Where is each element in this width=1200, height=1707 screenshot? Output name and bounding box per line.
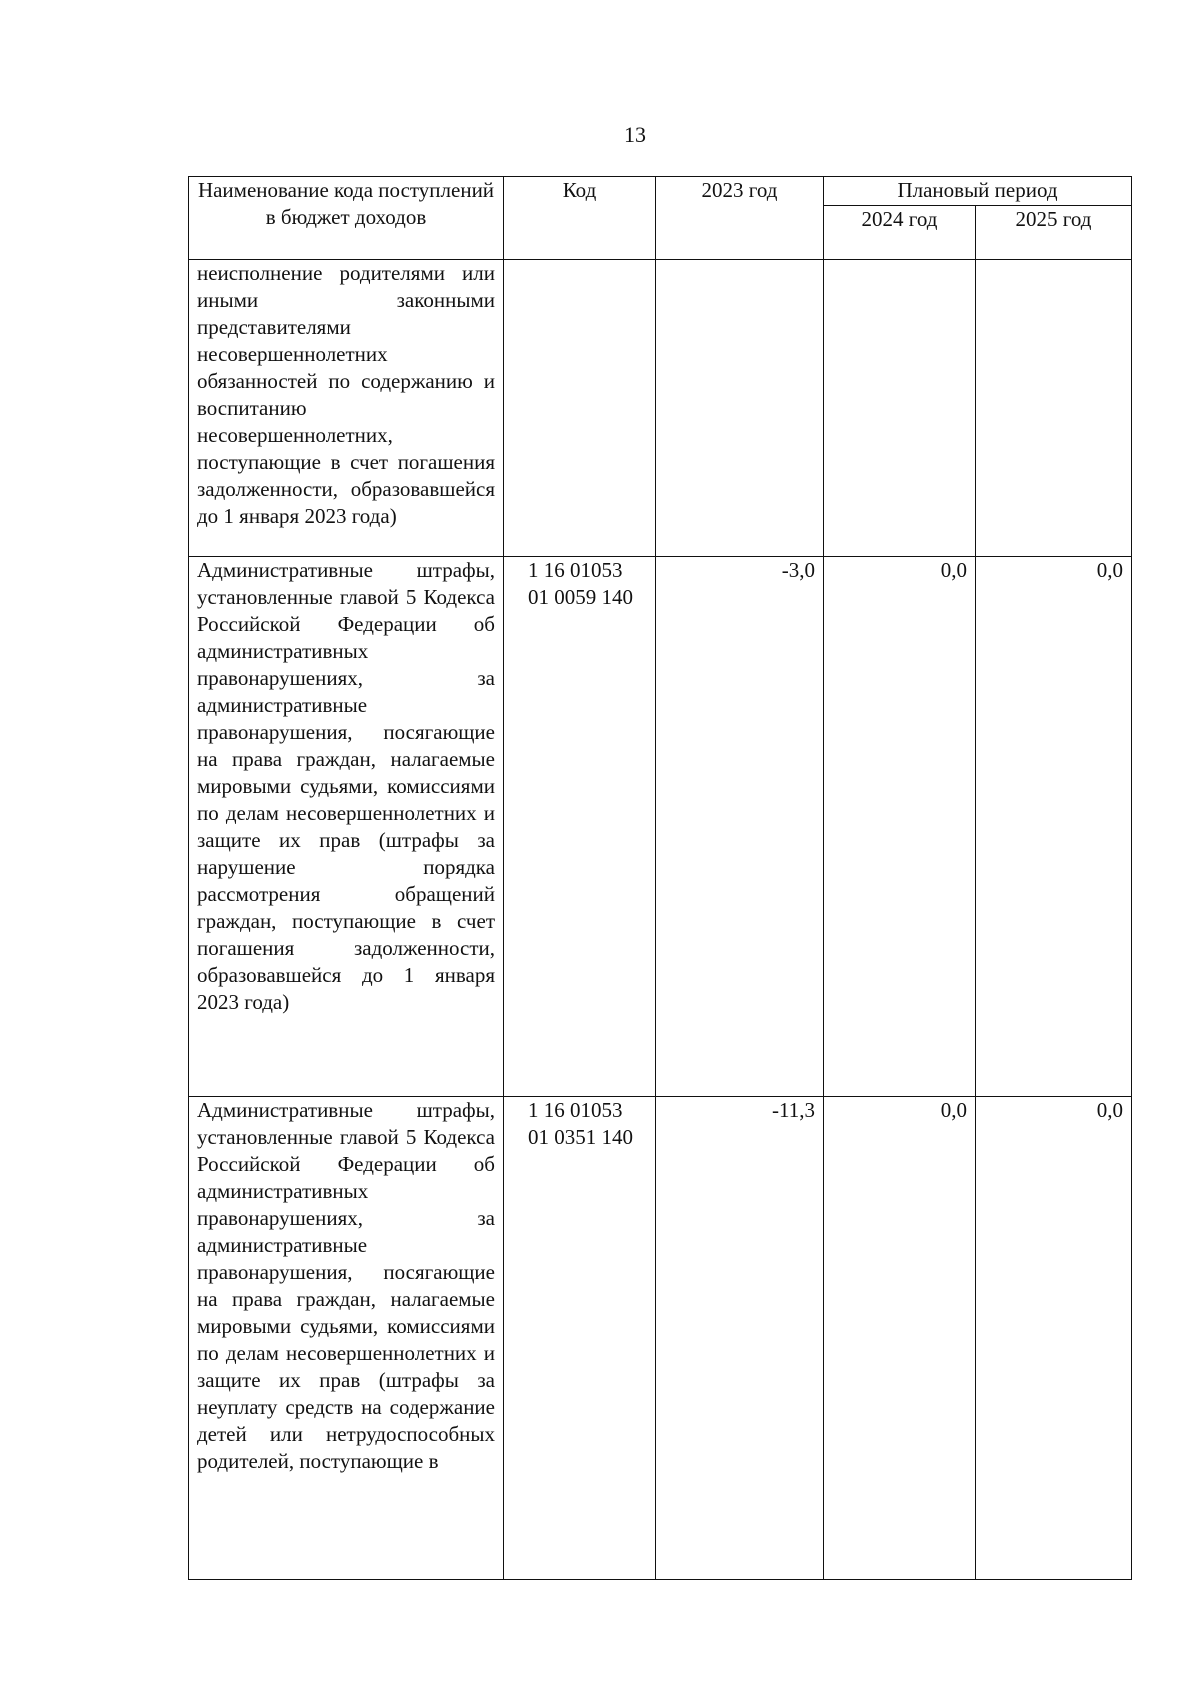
header-2024: 2024 год <box>824 205 976 259</box>
row-value-2023 <box>656 260 824 557</box>
row-value-2024 <box>824 260 976 557</box>
row-value-2024: 0,0 <box>824 557 976 1097</box>
row-code: 1 16 01053 01 0351 140 <box>504 1097 656 1580</box>
row-value-2025: 0,0 <box>976 557 1132 1097</box>
row-value-2025: 0,0 <box>976 1097 1132 1580</box>
header-2025: 2025 год <box>976 205 1132 259</box>
header-name: Наименование кода поступлений в бюджет доходов <box>189 177 504 260</box>
table-row <box>189 1097 1132 1580</box>
row-code <box>504 260 656 557</box>
row-value-2023: -3,0 <box>656 557 824 1097</box>
header-2023: 2023 год <box>656 177 824 260</box>
row-value-2024: 0,0 <box>824 1097 976 1580</box>
table-row <box>189 557 1132 1097</box>
row-value-2023: -11,3 <box>656 1097 824 1580</box>
header-planned-period: Плановый период <box>824 177 1132 206</box>
row-value-2025 <box>976 260 1132 557</box>
table-row <box>189 260 1132 557</box>
revenue-table <box>188 176 1132 1580</box>
header-code: Код <box>504 177 656 260</box>
row-name: неисполнение родителями или иными законными представителями несовершеннолетних обязанностей по содержанию и воспитанию несовершеннолетних, поступающие в счет погашения задолженности, образовавшейся до 1 января 2023 года) <box>189 260 504 557</box>
row-name: Административные штрафы, установленные главой 5 Кодекса Российской Федерации об административных правонарушениях, за административные правонарушения, посягающие на права граждан, налагаемые мировыми судьями, комиссиями по делам несовершеннолетних и защите их прав (штрафы за нарушение порядка рассмотрения обращений граждан, поступающие в счет погашения задолженности, образовавшейся до 1 января 2023 года) <box>189 557 504 1097</box>
row-code: 1 16 01053 01 0059 140 <box>504 557 656 1097</box>
row-name: Административные штрафы, установленные главой 5 Кодекса Российской Федерации об административных правонарушениях, за административные правонарушения, посягающие на права граждан, налагаемые мировыми судьями, комиссиями по делам несовершеннолетних и защите их прав (штрафы за неуплату средств на содержание детей или нетрудоспособных родителей, поступающие в <box>189 1097 504 1580</box>
page-number: 13 <box>624 122 646 147</box>
